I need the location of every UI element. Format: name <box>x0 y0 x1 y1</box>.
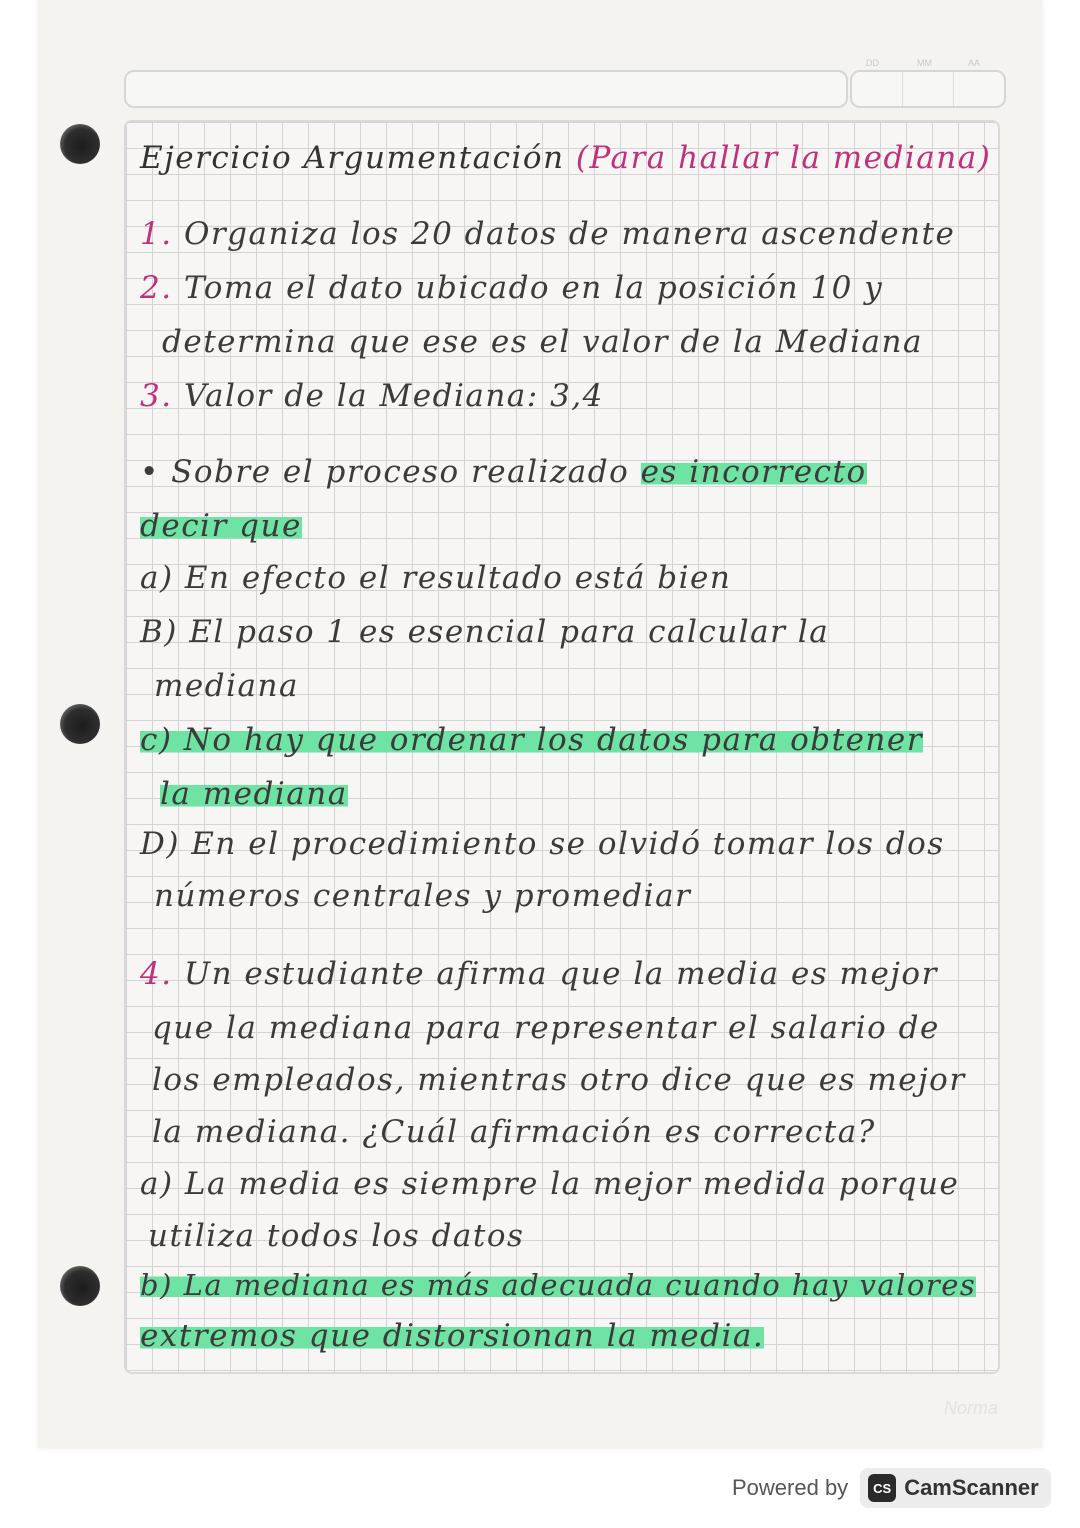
step-1 <box>140 216 990 252</box>
step-text: Valor de la Mediana: 3,4 <box>183 378 604 414</box>
highlighted-text: es incorrecto <box>640 454 867 490</box>
date-day-label: DD <box>866 58 879 68</box>
camscanner-logo-icon: CS <box>868 1474 896 1502</box>
question-prefix: • Sobre el proceso realizado <box>140 454 641 490</box>
option-d <box>140 826 990 862</box>
camscanner-badge[interactable] <box>860 1468 1051 1508</box>
question-4-line <box>152 1114 1002 1150</box>
option-c <box>140 722 990 758</box>
powered-by-text: Powered by <box>732 1475 849 1500</box>
question-text: los empleados, mientras otro dice que es mejor <box>152 1062 966 1098</box>
question-4-line <box>140 956 990 992</box>
step-number: 1. <box>140 216 173 252</box>
option-text-highlighted: c) No hay que ordenar los datos para obtener <box>140 722 924 758</box>
step-text: determina que ese es el valor de la Mediana <box>162 324 923 360</box>
camscanner-name: CamScanner <box>904 1475 1039 1500</box>
header-bar <box>124 70 848 108</box>
exercise-title-note: (Para hallar la mediana) <box>575 140 992 176</box>
binder-hole <box>60 1266 100 1306</box>
option-a-continued <box>148 1218 998 1254</box>
exercise-title: Ejercicio Argumentación <box>140 140 565 176</box>
option-text: B) El paso 1 es esencial para calcular la <box>140 614 830 650</box>
step-text: Organiza los 20 datos de manera ascendente <box>183 216 956 252</box>
date-year-label: AA <box>968 58 981 68</box>
step-3 <box>140 378 990 414</box>
option-b-continued <box>154 668 1004 704</box>
question-number: 4. <box>140 956 173 992</box>
date-day-cell <box>852 58 903 106</box>
option-a <box>140 1166 990 1202</box>
notebook-brand: Norma <box>943 1398 998 1418</box>
highlighted-text: decir que <box>140 508 302 544</box>
date-month-cell <box>903 58 954 106</box>
option-a <box>140 560 990 596</box>
question-statement-continued <box>140 508 990 544</box>
date-box <box>850 58 1006 108</box>
date-year-cell <box>954 58 1004 106</box>
option-text: números centrales y promediar <box>154 878 692 914</box>
option-b <box>140 1268 990 1302</box>
question-text: Un estudiante afirma que la media es mejor <box>183 956 938 992</box>
step-text: Toma el dato ubicado en la posición 10 y <box>183 270 884 306</box>
question-statement <box>140 454 990 490</box>
option-text-highlighted: la mediana <box>160 776 348 812</box>
question-4-line <box>152 1062 1002 1098</box>
step-2-continued <box>162 324 1012 360</box>
camscanner-footer <box>732 1466 1051 1510</box>
step-2 <box>140 270 990 306</box>
question-text: que la mediana para representar el salario de <box>152 1010 940 1046</box>
step-number: 2. <box>140 270 173 306</box>
date-month-label: MM <box>917 58 932 68</box>
option-text: mediana <box>154 668 299 704</box>
option-c-continued <box>160 776 1010 812</box>
option-text: D) En el procedimiento se olvidó tomar los dos <box>140 826 945 862</box>
option-text: utiliza todos los datos <box>148 1218 525 1254</box>
option-d-continued <box>154 878 1004 914</box>
option-text-highlighted: extremos que distorsionan la media. <box>140 1318 765 1354</box>
option-b <box>140 614 990 650</box>
option-text: a) La media es siempre la mejor medida porque <box>140 1166 960 1202</box>
binder-hole <box>60 124 100 164</box>
option-text: a) En efecto el resultado está bien <box>140 560 732 596</box>
option-b-continued <box>140 1318 990 1354</box>
question-4-line <box>152 1010 1002 1046</box>
binder-hole <box>60 704 100 744</box>
option-text-highlighted: b) La mediana es más adecuada cuando hay valores <box>140 1268 977 1302</box>
step-number: 3. <box>140 378 173 414</box>
question-text: la mediana. ¿Cuál afirmación es correcta? <box>152 1114 876 1150</box>
exercise-title-line <box>140 140 990 176</box>
